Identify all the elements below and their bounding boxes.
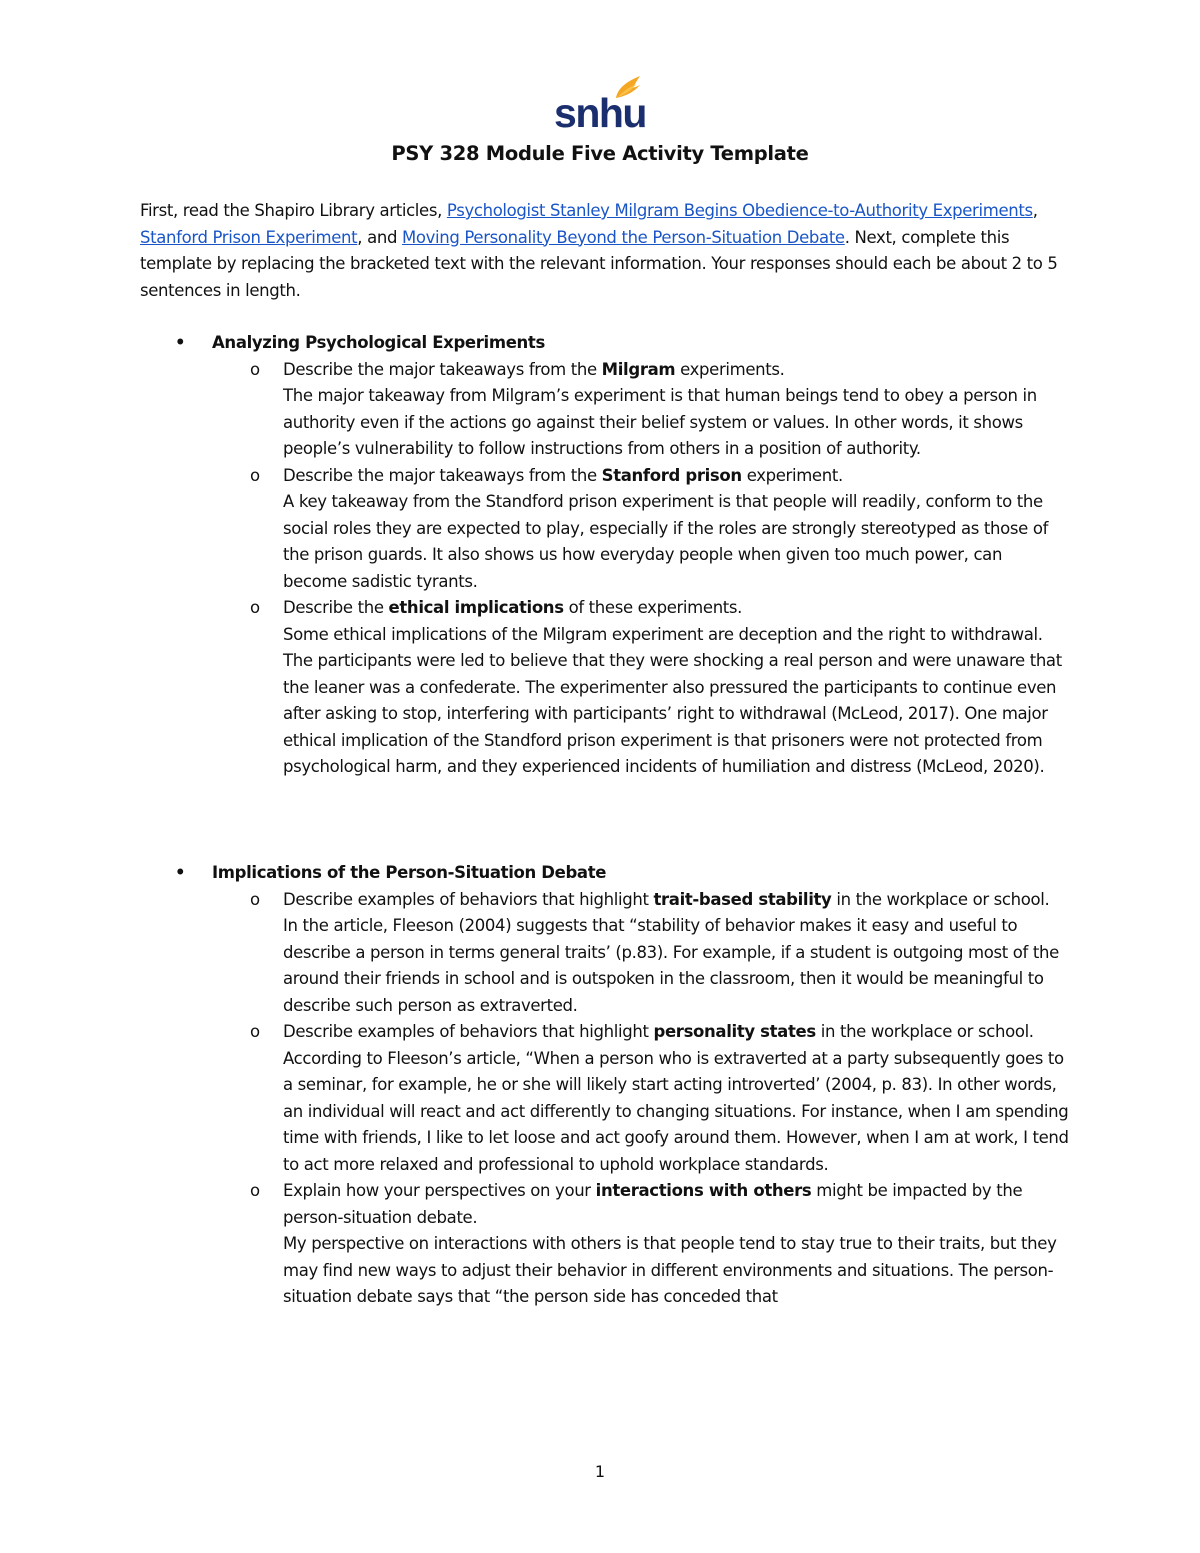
snhu-logo bbox=[552, 72, 648, 134]
logo-text: snhu bbox=[554, 90, 646, 136]
section-heading: • Implications of the Person-Situation Debate bbox=[140, 860, 1070, 887]
answer-personality-states: According to Fleeson’s article, “When a person who is extraverted at a party subsequently goes to a seminar, for example, he or she will likely start acting introverted’ (2004, p. 83). In other words, an individual will react and act differently to changing situations. For instance, when I am spending time with friends, I like to let loose and act goofy around them. However, when I am at work, I tend to act more relaxed and professional to uphold workplace standards. bbox=[283, 1048, 1069, 1174]
sub-bullet-marker: o bbox=[250, 465, 260, 485]
sub-bullet-marker: o bbox=[250, 1181, 260, 1200]
question-trait-stability: o Describe examples of behaviors that highlight trait-based stability in the workplace or school. bbox=[140, 887, 1070, 914]
question-stanford: o Describe the major takeaways from the Stanford prison experiment. bbox=[140, 463, 1070, 490]
intro-paragraph: First, read the Shapiro Library articles, Psychologist Stanley Milgram Begins Obedience-to-Authority Experiments, Stanford Prison Experiment, and Moving Personality Beyond the Person-Situation Debate. Next, complete this template by replacing the bracketed text with the relevant information. Your responses should each be about 2 to 5 sentences in length. bbox=[140, 201, 1058, 300]
sub-bullet-marker: o bbox=[250, 598, 260, 617]
section-person-situation bbox=[140, 860, 1070, 1311]
link-stanford-article[interactable]: Stanford Prison Experiment bbox=[140, 227, 358, 247]
answer-trait-stability: In the article, Fleeson (2004) suggests that “stability of behavior makes it easy and useful to describe a person in terms general traits’ (p.83). For example, if a student is outgoing most of the around their friends in school and is outspoken in the classroom, then it would be meaningful to describe such person as extraverted. bbox=[283, 916, 1059, 1015]
page-title: PSY 328 Module Five Activity Template bbox=[391, 142, 809, 165]
page-number: 1 bbox=[594, 1462, 606, 1481]
link-person-situation-article[interactable]: Moving Personality Beyond the Person-Situation Debate bbox=[401, 227, 845, 247]
question-milgram: o Describe the major takeaways from the Milgram experiments. bbox=[140, 357, 1070, 384]
question-interactions: o Explain how your perspectives on your interactions with others might be impacted by the person-situation debate. bbox=[140, 1178, 1070, 1231]
answer-interactions: My perspective on interactions with others is that people tend to stay true to their traits, but they may find new ways to adjust their behavior in different environments and situations. The person-situation debate says that “the person side has conceded that bbox=[283, 1234, 1057, 1306]
question-ethics: o Describe the ethical implications of these experiments. bbox=[140, 595, 1070, 622]
bullet-marker: • bbox=[175, 863, 186, 882]
answer-milgram: The major takeaway from Milgram’s experiment is that human beings tend to obey a person in authority even if the actions go against their belief system or values. In other words, it shows people’s vulnerability to follow instructions from others in a position of authority. bbox=[283, 386, 1037, 458]
section-analyzing-experiments bbox=[140, 330, 1070, 781]
bullet-marker: • bbox=[175, 333, 186, 352]
answer-ethics: Some ethical implications of the Milgram experiment are deception and the right to withdrawal. The participants were led to believe that they were shocking a real person and were unaware that the leaner was a confederate. The experimenter also pressured the participants to continue even after asking to stop, interfering with participants’ right to withdrawal (McLeod, 2017). One major ethical implication of the Standford prison experiment is that prisoners were not protected from psychological harm, and they experienced incidents of humiliation and distress (McLeod, 2020). bbox=[283, 624, 1062, 776]
answer-stanford: A key takeaway from the Standford prison experiment is that people will readily, conform to the social roles they are expected to play, especially if the roles are strongly stereotyped as those of the prison guards. It also shows us how everyday people when given too much power, can become sadistic tyrants. bbox=[283, 492, 1049, 591]
sub-bullet-marker: o bbox=[250, 889, 260, 909]
link-milgram-article[interactable]: Psychologist Stanley Milgram Begins Obedience-to-Authority Experiments bbox=[446, 201, 1033, 220]
section-heading: • Analyzing Psychological Experiments bbox=[140, 330, 1070, 357]
question-personality-states: o Describe examples of behaviors that highlight personality states in the workplace or school. bbox=[140, 1019, 1070, 1046]
sub-bullet-marker: o bbox=[250, 1022, 260, 1041]
sub-bullet-marker: o bbox=[250, 359, 260, 379]
